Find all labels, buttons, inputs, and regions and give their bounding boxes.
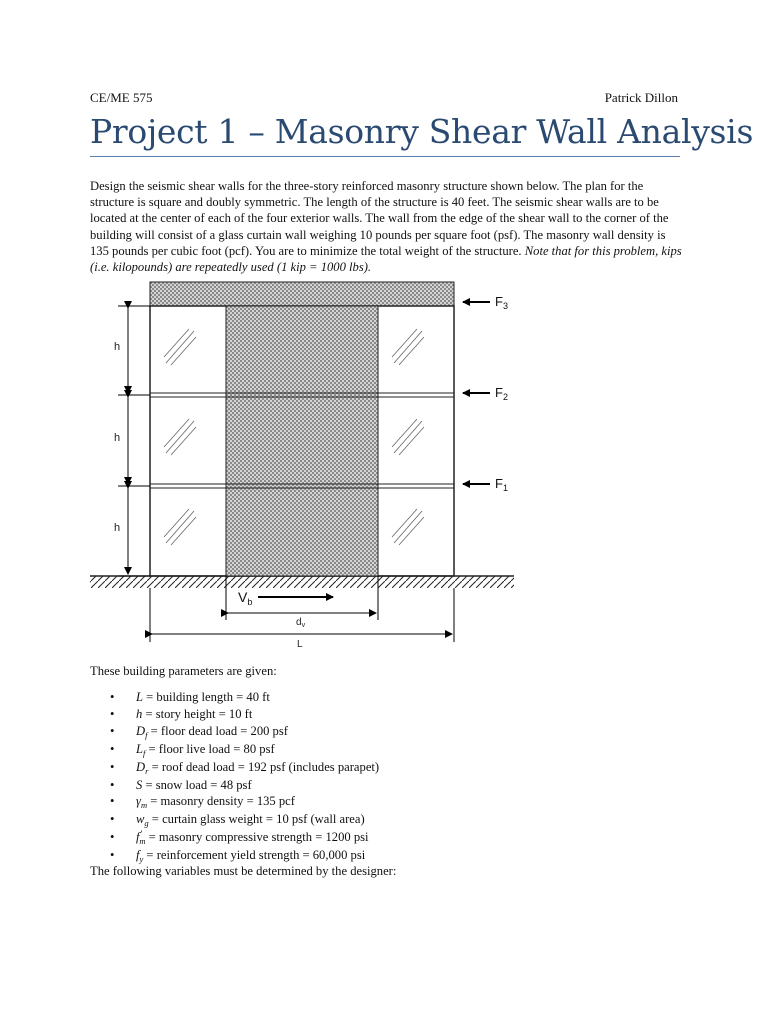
wall-length-label: $d_v$	[296, 617, 306, 629]
force-label-f2: $F_2$	[495, 385, 508, 402]
story-label-top: h	[113, 341, 121, 353]
base-shear-label: $V_b$	[238, 589, 253, 607]
ground-hatch	[90, 576, 514, 588]
roof-slab	[150, 282, 454, 306]
list-item: • $w_g$ = curtain glass weight = 10 psf (wall area)	[90, 811, 379, 829]
building-length-label: L	[297, 639, 303, 650]
given-intro: These building parameters are given:	[90, 664, 277, 678]
parameter-list	[90, 689, 379, 865]
force-label-f1: $F_1$	[495, 476, 508, 493]
force-arrows	[463, 302, 490, 484]
list-item: • h = story height = 10 ft	[90, 706, 379, 723]
intro-note: Note that for this problem, kips (i.e. kilopounds) are repeatedly used (1 kip = 1000 lbs).	[90, 243, 682, 275]
list-item: • S = snow load = 48 psf	[90, 777, 379, 794]
story-label-middle: h	[113, 432, 121, 444]
list-item: • L = building length = 40 ft	[90, 689, 379, 706]
structure-figure	[0, 270, 768, 650]
author-name: Patrick Dillon	[604, 90, 678, 105]
story-label-bottom: h	[113, 522, 121, 534]
title-rule	[90, 156, 680, 157]
course-code: CE/ME 575	[90, 90, 153, 105]
list-item: • $D_r$ = roof dead load = 192 psf (includes parapet)	[90, 759, 379, 777]
force-label-f3: $F_3$	[495, 294, 508, 311]
list-item: • $f_y$ = reinforcement yield strength = 60,000 psi	[90, 847, 379, 865]
intro-text: Design the seismic shear walls for the three-story reinforced masonry structure shown below. The plan for the structure is square and doubly symmetric. The length of the structure is 40 feet. The seismic shear walls are to be located at the center of each of the four exterior walls. The wall from the edge of the shear wall to the corner of the building will consist of a glass curtain wall weighing 10 pounds per square foot (psf). The masonry wall density is 135 pounds per cubic foot (pcf). You are to minimize the total weight of the structure.	[90, 179, 669, 258]
list-item: • $D_f$ = floor dead load = 200 psf	[90, 723, 379, 741]
page-title: Project 1 – Masonry Shear Wall Analysis	[90, 112, 754, 151]
list-item: • $f^’_m$ = masonry compressive strength = 1200 psi	[90, 829, 379, 847]
designer-variables-intro: The following variables must be determined by the designer:	[90, 864, 397, 878]
story-height-dims	[118, 306, 150, 576]
list-item: • $\gamma_m$ = masonry density = 135 pcf	[90, 793, 379, 811]
intro-paragraph	[90, 178, 682, 275]
list-item: • $L_f$ = floor live load = 80 psf	[90, 741, 379, 759]
